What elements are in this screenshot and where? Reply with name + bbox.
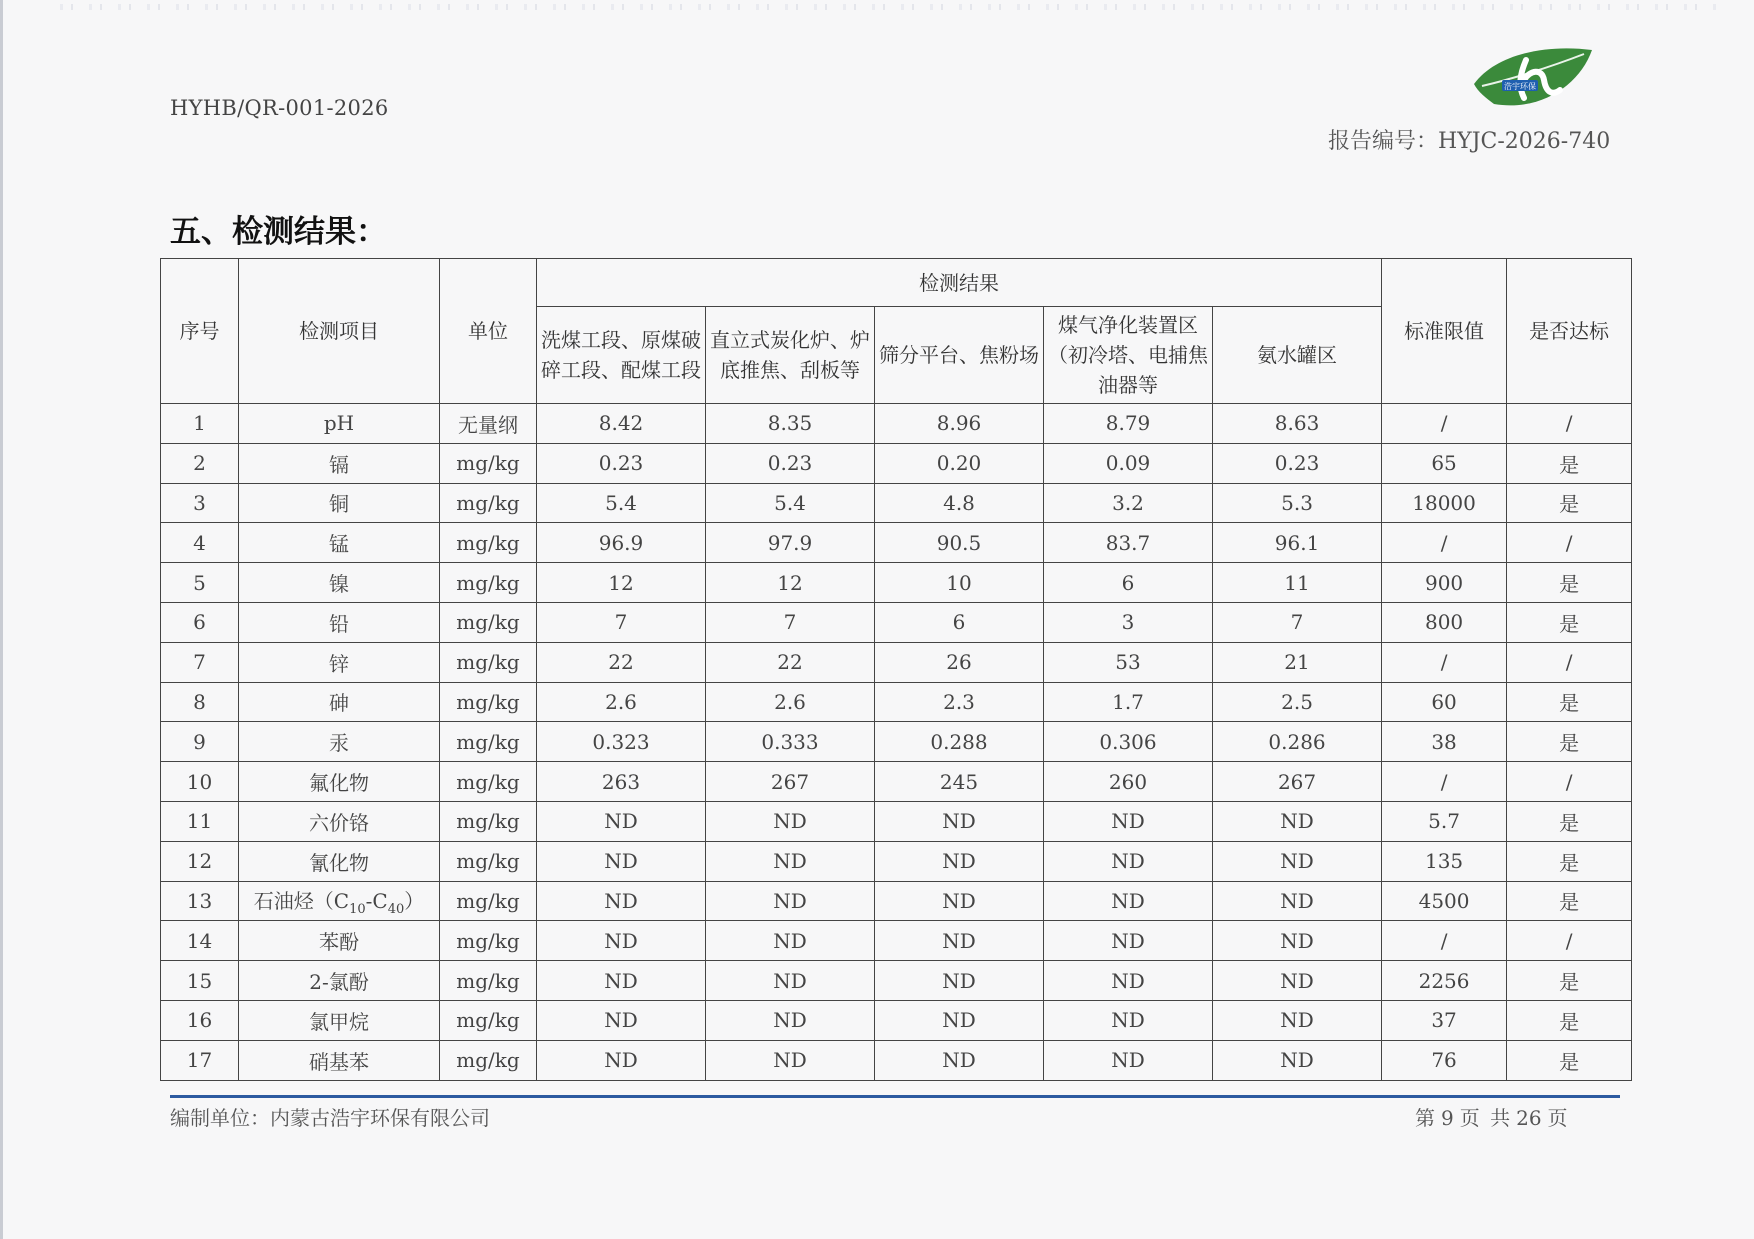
header-index: 序号 [161, 259, 239, 404]
cell-unit: mg/kg [440, 443, 537, 483]
table-row [161, 602, 1632, 642]
cell-site-3-value: 2.3 [875, 682, 1044, 722]
cell-site-3-value: ND [875, 801, 1044, 841]
cell-site-5-value: 0.23 [1213, 443, 1382, 483]
table-row [161, 841, 1632, 881]
cell-index: 12 [161, 841, 239, 881]
cell-index: 7 [161, 642, 239, 682]
cell-limit: 135 [1382, 841, 1507, 881]
cell-site-1-value: 8.42 [537, 404, 706, 444]
cell-item [239, 881, 440, 921]
item-subscript: 10 [349, 901, 366, 917]
page-mid: 页 共 [1459, 1106, 1511, 1130]
cell-limit: 65 [1382, 443, 1507, 483]
cell-site-3-value: ND [875, 841, 1044, 881]
cell-index: 3 [161, 483, 239, 523]
cell-limit: / [1382, 762, 1507, 802]
cell-site-5-value: 21 [1213, 642, 1382, 682]
cell-item: 苯酚 [239, 921, 440, 961]
cell-pass: 是 [1507, 1040, 1632, 1080]
table-row [161, 483, 1632, 523]
cell-index: 15 [161, 961, 239, 1001]
cell-index: 9 [161, 722, 239, 762]
table-row [161, 682, 1632, 722]
cell-index: 8 [161, 682, 239, 722]
cell-site-1-value: ND [537, 961, 706, 1001]
cell-site-5-value: ND [1213, 921, 1382, 961]
cell-limit: 800 [1382, 602, 1507, 642]
cell-site-3-value: 8.96 [875, 404, 1044, 444]
cell-unit: mg/kg [440, 801, 537, 841]
cell-site-2-value: ND [706, 961, 875, 1001]
cell-limit: 60 [1382, 682, 1507, 722]
footer-company: 编制单位：内蒙古浩宇环保有限公司 [170, 1106, 490, 1130]
cell-pass: 是 [1507, 682, 1632, 722]
cell-pass: 是 [1507, 443, 1632, 483]
cell-index: 14 [161, 921, 239, 961]
cell-unit: 无量纲 [440, 404, 537, 444]
cell-index: 1 [161, 404, 239, 444]
cell-index: 4 [161, 523, 239, 563]
table-row [161, 642, 1632, 682]
cell-pass: 是 [1507, 1000, 1632, 1040]
cell-limit: 5.7 [1382, 801, 1507, 841]
cell-index: 16 [161, 1000, 239, 1040]
header-site-2: 直立式炭化炉、炉底推焦、刮板等 [706, 307, 875, 404]
cell-site-2-value: 7 [706, 602, 875, 642]
cell-site-5-value: ND [1213, 801, 1382, 841]
cell-site-5-value: ND [1213, 881, 1382, 921]
cell-pass: 是 [1507, 722, 1632, 762]
cell-site-3-value: 26 [875, 642, 1044, 682]
header-site-5: 氨水罐区 [1213, 307, 1382, 404]
cell-site-5-value: 96.1 [1213, 523, 1382, 563]
cell-site-4-value: 3 [1044, 602, 1213, 642]
page-current: 9 [1441, 1106, 1454, 1130]
cell-item: 铅 [239, 602, 440, 642]
scan-edge [0, 0, 3, 1239]
table-row [161, 404, 1632, 444]
table-row [161, 563, 1632, 603]
cell-index: 17 [161, 1040, 239, 1080]
table-row [161, 722, 1632, 762]
cell-site-4-value: ND [1044, 841, 1213, 881]
cell-site-5-value: ND [1213, 841, 1382, 881]
company-logo [1468, 40, 1598, 120]
cell-site-1-value: ND [537, 801, 706, 841]
cell-site-3-value: 10 [875, 563, 1044, 603]
cell-pass: / [1507, 762, 1632, 802]
cell-site-4-value: 6 [1044, 563, 1213, 603]
header-site-3: 筛分平台、焦粉场 [875, 307, 1044, 404]
cell-site-3-value: ND [875, 961, 1044, 1001]
cell-site-2-value: 0.333 [706, 722, 875, 762]
document-code: HYHB/QR-001-2026 [170, 96, 389, 120]
cell-site-3-value: 6 [875, 602, 1044, 642]
results-table [160, 258, 1632, 1081]
table-row [161, 921, 1632, 961]
cell-site-5-value: 267 [1213, 762, 1382, 802]
cell-site-3-value: 0.288 [875, 722, 1044, 762]
cell-limit: / [1382, 404, 1507, 444]
cell-site-4-value: ND [1044, 1000, 1213, 1040]
cell-pass: 是 [1507, 563, 1632, 603]
cell-site-4-value: 8.79 [1044, 404, 1213, 444]
cell-site-1-value: 0.323 [537, 722, 706, 762]
cell-site-1-value: 96.9 [537, 523, 706, 563]
cell-site-1-value: ND [537, 921, 706, 961]
cell-site-2-value: 5.4 [706, 483, 875, 523]
table-row [161, 762, 1632, 802]
table-row [161, 801, 1632, 841]
cell-site-2-value: 22 [706, 642, 875, 682]
footer-rule [170, 1095, 1620, 1098]
cell-unit: mg/kg [440, 921, 537, 961]
cell-site-2-value: 0.23 [706, 443, 875, 483]
table-row [161, 881, 1632, 921]
cell-limit: 37 [1382, 1000, 1507, 1040]
cell-unit: mg/kg [440, 563, 537, 603]
header-site-1: 洗煤工段、原煤破碎工段、配煤工段 [537, 307, 706, 404]
cell-site-2-value: ND [706, 881, 875, 921]
cell-site-2-value: ND [706, 921, 875, 961]
header-limit: 标准限值 [1382, 259, 1507, 404]
cell-pass: 是 [1507, 483, 1632, 523]
header-unit: 单位 [440, 259, 537, 404]
cell-site-3-value: ND [875, 1000, 1044, 1040]
cell-item: 2-氯酚 [239, 961, 440, 1001]
item-text: -C [365, 888, 388, 913]
cell-site-4-value: ND [1044, 881, 1213, 921]
cell-unit: mg/kg [440, 483, 537, 523]
cell-site-3-value: 245 [875, 762, 1044, 802]
cell-pass: 是 [1507, 961, 1632, 1001]
cell-site-5-value: 11 [1213, 563, 1382, 603]
cell-site-5-value: 7 [1213, 602, 1382, 642]
cell-limit: 900 [1382, 563, 1507, 603]
table-row [161, 443, 1632, 483]
cell-pass: / [1507, 921, 1632, 961]
cell-site-2-value: 97.9 [706, 523, 875, 563]
header-pass: 是否达标 [1507, 259, 1632, 404]
cell-unit: mg/kg [440, 1040, 537, 1080]
cell-item: 锌 [239, 642, 440, 682]
cell-item: 铜 [239, 483, 440, 523]
cell-site-4-value: 0.306 [1044, 722, 1213, 762]
cell-site-3-value: 4.8 [875, 483, 1044, 523]
cell-site-3-value: ND [875, 1040, 1044, 1080]
cell-site-1-value: 7 [537, 602, 706, 642]
cell-unit: mg/kg [440, 722, 537, 762]
cell-index: 11 [161, 801, 239, 841]
header-results-group: 检测结果 [537, 259, 1382, 307]
cell-item: 镉 [239, 443, 440, 483]
cell-site-4-value: 3.2 [1044, 483, 1213, 523]
cell-site-4-value: ND [1044, 961, 1213, 1001]
cell-limit: 2256 [1382, 961, 1507, 1001]
cell-pass: 是 [1507, 602, 1632, 642]
cell-site-5-value: 2.5 [1213, 682, 1382, 722]
cell-site-2-value: ND [706, 1040, 875, 1080]
cell-unit: mg/kg [440, 602, 537, 642]
results-body [161, 404, 1632, 1081]
cell-item: 镍 [239, 563, 440, 603]
cell-site-1-value: 263 [537, 762, 706, 802]
table-row [161, 523, 1632, 563]
scan-artifact [60, 4, 1720, 10]
cell-site-4-value: ND [1044, 1040, 1213, 1080]
cell-pass: / [1507, 642, 1632, 682]
cell-site-5-value: ND [1213, 961, 1382, 1001]
cell-limit: 38 [1382, 722, 1507, 762]
cell-item: 氟化物 [239, 762, 440, 802]
table-row [161, 1040, 1632, 1080]
table-row [161, 1000, 1632, 1040]
cell-index: 2 [161, 443, 239, 483]
cell-item: pH [239, 404, 440, 444]
logo-text: 浩宇环保 [1504, 82, 1536, 91]
item-subscript: 40 [387, 901, 405, 917]
page-total: 26 [1516, 1106, 1542, 1130]
cell-site-4-value: 260 [1044, 762, 1213, 802]
cell-index: 13 [161, 881, 239, 921]
cell-limit: 76 [1382, 1040, 1507, 1080]
item-text: ） [404, 888, 425, 913]
cell-limit: 18000 [1382, 483, 1507, 523]
cell-unit: mg/kg [440, 682, 537, 722]
cell-site-1-value: ND [537, 881, 706, 921]
header-item: 检测项目 [239, 259, 440, 404]
cell-site-2-value: 2.6 [706, 682, 875, 722]
cell-site-1-value: ND [537, 1040, 706, 1080]
cell-limit: 4500 [1382, 881, 1507, 921]
cell-item: 汞 [239, 722, 440, 762]
table-row [161, 961, 1632, 1001]
cell-limit: / [1382, 921, 1507, 961]
cell-site-4-value: 1.7 [1044, 682, 1213, 722]
cell-site-3-value: 90.5 [875, 523, 1044, 563]
cell-site-4-value: ND [1044, 801, 1213, 841]
item-text: 石油烃（C [253, 888, 350, 913]
cell-item: 六价铬 [239, 801, 440, 841]
cell-site-2-value: 267 [706, 762, 875, 802]
cell-unit: mg/kg [440, 881, 537, 921]
cell-site-5-value: ND [1213, 1040, 1382, 1080]
cell-site-3-value: ND [875, 881, 1044, 921]
header-site-4: 煤气净化装置区（初冷塔、电捕焦油器等 [1044, 307, 1213, 404]
cell-site-1-value: 5.4 [537, 483, 706, 523]
cell-unit: mg/kg [440, 642, 537, 682]
cell-pass: 是 [1507, 841, 1632, 881]
cell-unit: mg/kg [440, 841, 537, 881]
cell-unit: mg/kg [440, 1000, 537, 1040]
cell-unit: mg/kg [440, 762, 537, 802]
report-number: 报告编号：HYJC-2026-740 [1328, 129, 1611, 154]
cell-item: 氯甲烷 [239, 1000, 440, 1040]
cell-item: 砷 [239, 682, 440, 722]
cell-index: 6 [161, 602, 239, 642]
cell-item: 锰 [239, 523, 440, 563]
cell-site-4-value: 53 [1044, 642, 1213, 682]
page-suffix: 页 [1547, 1106, 1568, 1130]
cell-limit: / [1382, 523, 1507, 563]
cell-pass: / [1507, 404, 1632, 444]
cell-site-5-value: 0.286 [1213, 722, 1382, 762]
cell-site-2-value: ND [706, 1000, 875, 1040]
cell-site-1-value: ND [537, 1000, 706, 1040]
page-prefix: 第 [1415, 1106, 1435, 1130]
cell-site-1-value: 12 [537, 563, 706, 603]
cell-site-1-value: 2.6 [537, 682, 706, 722]
cell-pass: / [1507, 523, 1632, 563]
cell-site-1-value: 0.23 [537, 443, 706, 483]
cell-site-4-value: 83.7 [1044, 523, 1213, 563]
cell-pass: 是 [1507, 801, 1632, 841]
cell-site-1-value: ND [537, 841, 706, 881]
cell-site-3-value: 0.20 [875, 443, 1044, 483]
cell-item: 氰化物 [239, 841, 440, 881]
cell-limit: / [1382, 642, 1507, 682]
cell-site-4-value: ND [1044, 921, 1213, 961]
cell-pass: 是 [1507, 881, 1632, 921]
cell-item: 硝基苯 [239, 1040, 440, 1080]
cell-site-5-value: 5.3 [1213, 483, 1382, 523]
cell-site-5-value: 8.63 [1213, 404, 1382, 444]
cell-site-2-value: ND [706, 841, 875, 881]
section-title: 五、检测结果： [170, 214, 387, 250]
cell-unit: mg/kg [440, 523, 537, 563]
cell-site-1-value: 22 [537, 642, 706, 682]
cell-site-4-value: 0.09 [1044, 443, 1213, 483]
cell-site-2-value: 8.35 [706, 404, 875, 444]
cell-index: 5 [161, 563, 239, 603]
cell-unit: mg/kg [440, 961, 537, 1001]
cell-site-2-value: ND [706, 801, 875, 841]
cell-site-3-value: ND [875, 921, 1044, 961]
cell-index: 10 [161, 762, 239, 802]
cell-site-5-value: ND [1213, 1000, 1382, 1040]
cell-site-2-value: 12 [706, 563, 875, 603]
footer-page-number [1412, 1102, 1571, 1131]
